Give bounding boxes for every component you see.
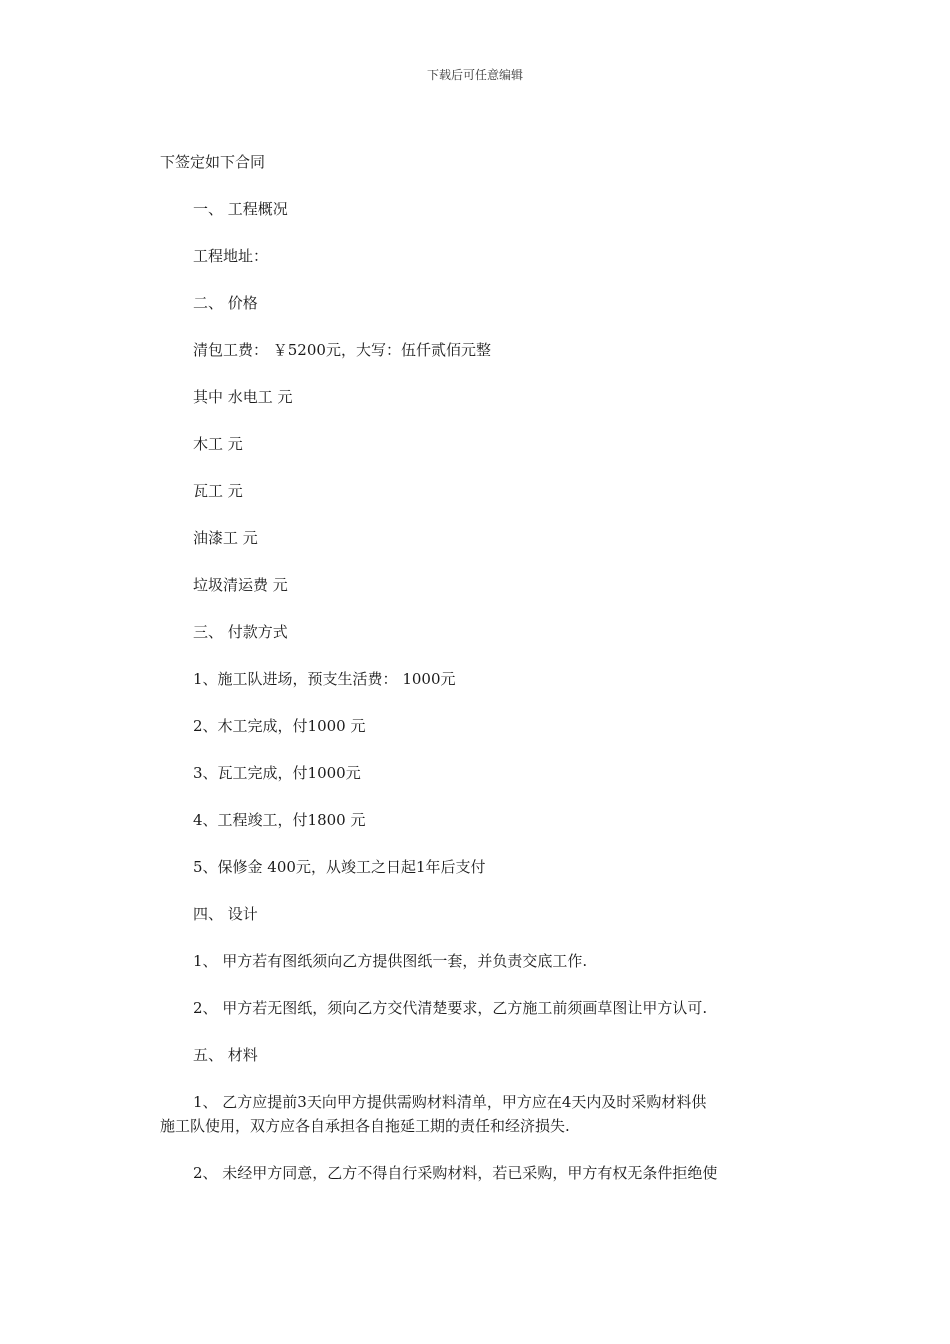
materials-item-2-line-1: 2、 未经甲方同意，乙方不得自行采购材料，若已采购，甲方有权无条件拒绝使 [193,1164,718,1182]
section-heading-materials: 五、 材料 [193,1046,258,1064]
design-item-2: 2、 甲方若无图纸，须向乙方交代清楚要求，乙方施工前须画草图让甲方认可. [193,999,708,1017]
materials-item-1-line-1: 1、 乙方应提前3天向甲方提供需购材料清单，甲方应在4天内及时采购材料供 [193,1093,707,1111]
document-body [160,150,800,1208]
labor-fee-line: 清包工费： ￥5200元，大写：伍仟贰佰元整 [193,341,491,359]
electrician-fee-line: 其中 水电工 元 [193,388,293,406]
design-item-1: 1、 甲方若有图纸须向乙方提供图纸一套，并负责交底工作. [193,952,588,970]
materials-item-2 [160,1161,800,1185]
payment-item-5: 5、保修金 400元，从竣工之日起1年后支付 [193,858,486,876]
carpentry-fee-line: 木工 元 [193,435,243,453]
waste-removal-fee-line: 垃圾清运费 元 [193,576,288,594]
section-heading-price: 二、 价格 [193,294,258,312]
payment-item-1: 1、施工队进场，预支生活费： 1000元 [193,670,456,688]
materials-item-1-line-2: 施工队使用，双方应各自承担各自拖延工期的责任和经济损失. [160,1117,570,1135]
painting-fee-line: 油漆工 元 [193,529,258,547]
page-header: 下载后可任意编辑 [426,68,523,82]
payment-item-2: 2、木工完成，付1000 元 [193,717,366,735]
materials-item-1 [160,1090,800,1138]
tiling-fee-line: 瓦工 元 [193,482,243,500]
contract-intro-line: 下签定如下合同 [160,153,266,171]
payment-item-4: 4、工程竣工，付1800 元 [193,811,366,829]
payment-item-3: 3、瓦工完成，付1000元 [193,764,361,782]
section-heading-design: 四、 设计 [193,905,258,923]
section-heading-payment: 三、 付款方式 [193,623,288,641]
section-heading-project-overview: 一、 工程概况 [193,200,288,218]
project-address-line: 工程地址： [193,247,269,265]
